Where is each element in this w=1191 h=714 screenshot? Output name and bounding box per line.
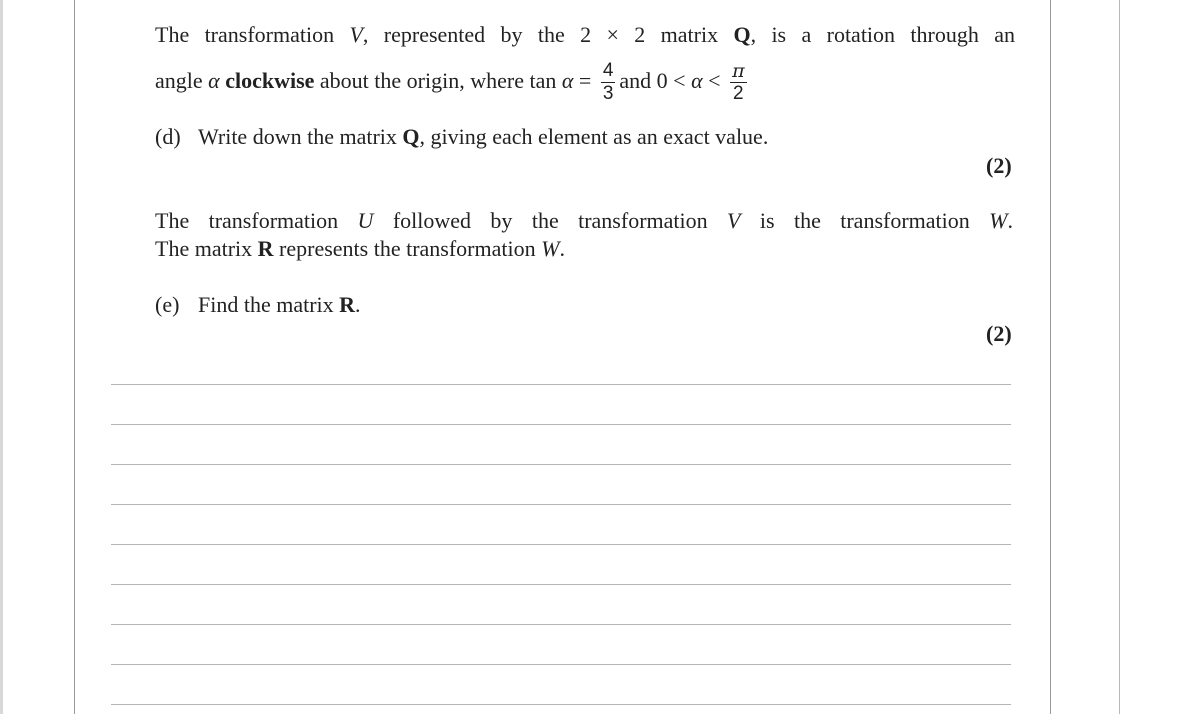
- transform-text: The transformation: [155, 208, 358, 233]
- variable-v: V: [727, 208, 741, 233]
- fraction-four-thirds: [601, 60, 616, 105]
- page-border-left: [74, 0, 75, 714]
- matrix-r: R: [257, 236, 274, 261]
- answer-line[interactable]: [111, 384, 1011, 385]
- period: .: [559, 236, 565, 261]
- matrix-q: Q: [733, 22, 751, 47]
- part-d-marks: (2): [986, 153, 1012, 178]
- part-d-text: Write down the matrix: [198, 124, 403, 149]
- alpha-symbol: α: [691, 68, 703, 93]
- question-intro-line-1: [155, 22, 1015, 48]
- fraction-numerator: 4: [602, 60, 614, 82]
- transform-text: is the transformation: [740, 208, 990, 233]
- part-e-marks: (2): [986, 321, 1012, 346]
- answer-line[interactable]: [111, 704, 1011, 705]
- question-intro-line-2: [155, 56, 751, 106]
- viewer-left-edge: [0, 0, 3, 714]
- period: .: [1007, 208, 1013, 233]
- intro-text: angle: [155, 68, 209, 93]
- fraction-denominator: 2: [733, 83, 744, 105]
- intro-text: about the origin, where tan: [314, 68, 562, 93]
- clockwise-word: clockwise: [219, 68, 315, 93]
- variable-w: W: [989, 208, 1008, 233]
- fraction-denominator: 3: [602, 83, 614, 105]
- alpha-symbol: α: [561, 68, 574, 93]
- part-e-label: (e): [155, 292, 180, 317]
- fraction-numerator: π: [732, 60, 745, 83]
- viewer-scroll-gutter[interactable]: [1119, 0, 1120, 714]
- transform-line-2: [155, 236, 565, 262]
- part-e-question: [155, 292, 361, 318]
- alpha-symbol: α: [208, 68, 220, 93]
- less-than-sign: <: [702, 68, 721, 93]
- answer-line[interactable]: [111, 424, 1011, 425]
- part-e-text: Find the matrix: [198, 292, 340, 317]
- period: .: [355, 292, 361, 317]
- matrix-q: Q: [402, 124, 420, 149]
- equals-sign: =: [573, 68, 592, 93]
- transform-text: followed by the transformation: [373, 208, 728, 233]
- part-d-label: (d): [155, 124, 181, 149]
- answer-line[interactable]: [111, 624, 1011, 625]
- page-border-right: [1050, 0, 1051, 714]
- intro-text: , represented by the 2 × 2 matrix: [362, 22, 734, 47]
- variable-w: W: [541, 236, 560, 261]
- matrix-r: R: [339, 292, 356, 317]
- answer-line[interactable]: [111, 584, 1011, 585]
- part-d-text: , giving each element as an exact value.: [419, 124, 769, 149]
- answer-line[interactable]: [111, 664, 1011, 665]
- answer-line[interactable]: [111, 544, 1011, 545]
- intro-text: The transformation: [155, 22, 350, 47]
- answer-line[interactable]: [111, 504, 1011, 505]
- part-d-question: [155, 124, 768, 150]
- transform-line-1: [155, 208, 1013, 234]
- variable-v: V: [349, 22, 363, 47]
- intro-text: and 0 <: [619, 68, 692, 93]
- variable-u: U: [357, 208, 374, 233]
- transform-text: represents the transformation: [273, 236, 542, 261]
- answer-line[interactable]: [111, 464, 1011, 465]
- intro-text: , is a rotation through an: [750, 22, 1015, 47]
- fraction-pi-over-two: [730, 60, 747, 105]
- transform-text: The matrix: [155, 236, 258, 261]
